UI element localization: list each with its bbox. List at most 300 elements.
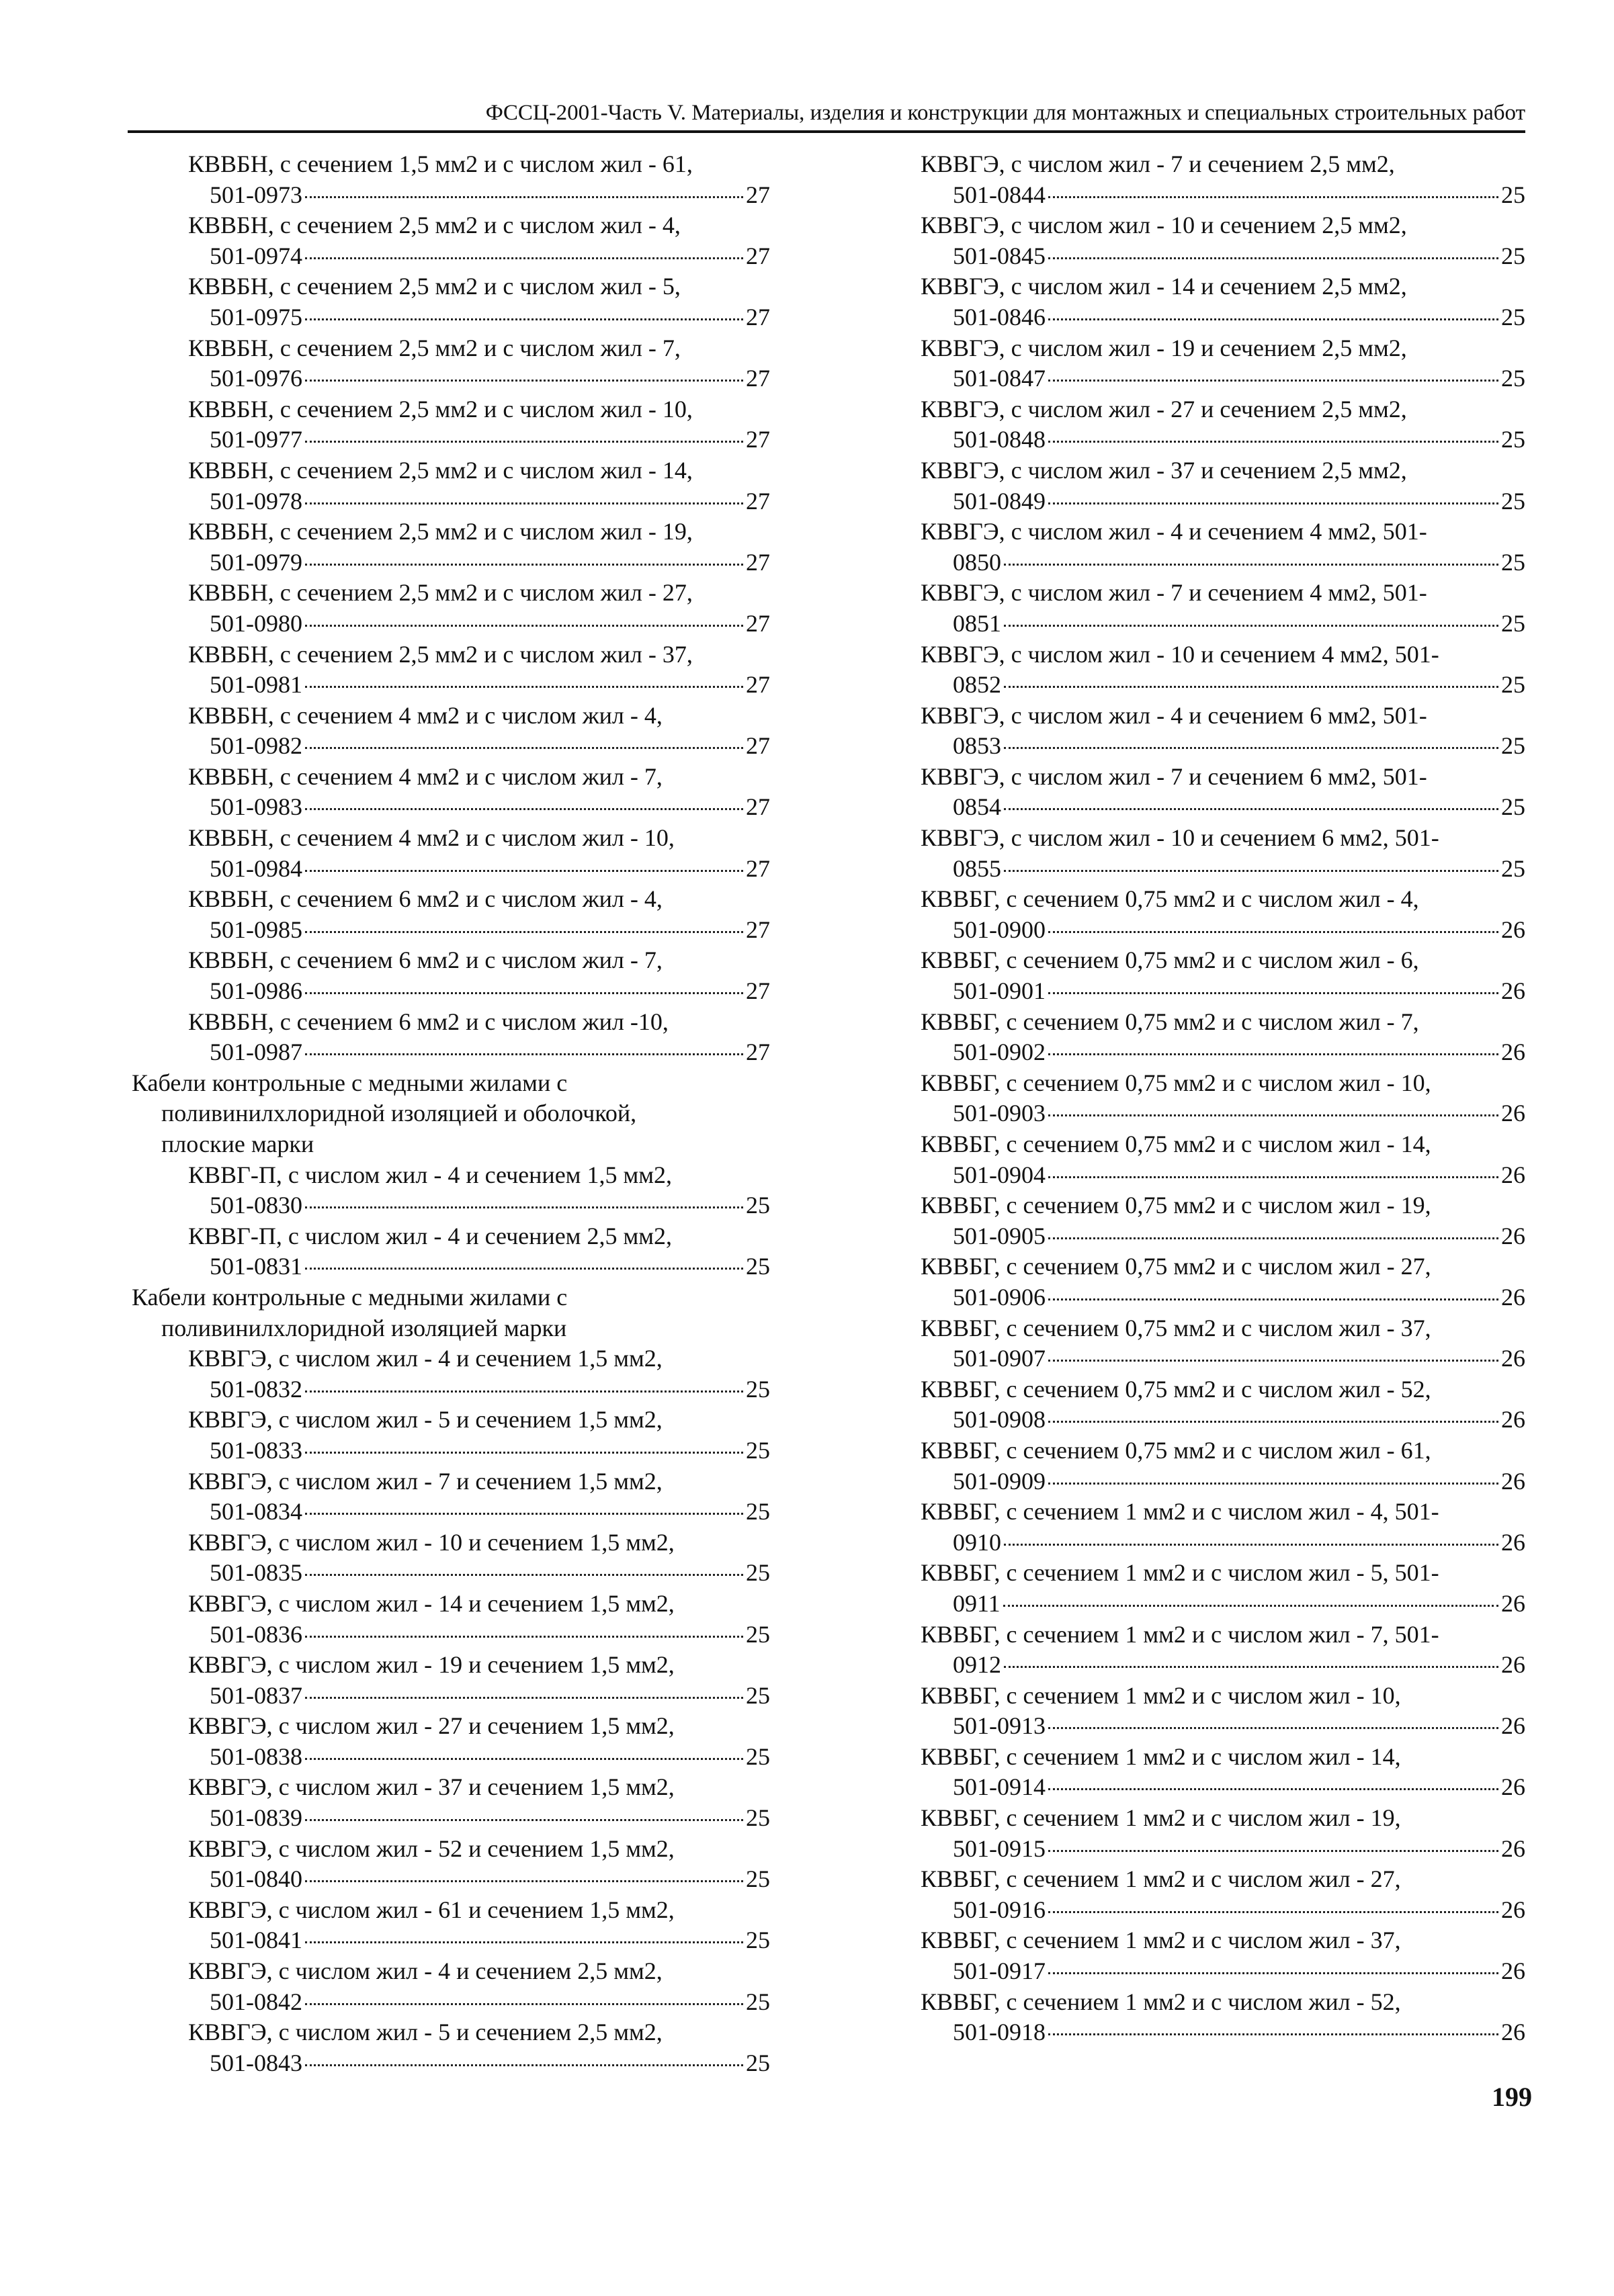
entry-reference-line xyxy=(132,1620,770,1650)
index-entry xyxy=(132,1405,770,1466)
entry-reference-line xyxy=(132,1864,770,1895)
entry-code: 501-0914 xyxy=(953,1773,1046,1801)
entry-title: КВВБГ, с сечением 0,75 мм2 и с числом жил - 52, xyxy=(921,1375,1431,1403)
dot-leader xyxy=(1048,931,1498,933)
dot-leader xyxy=(1048,1114,1498,1116)
entry-reference-line xyxy=(132,180,770,211)
dot-leader xyxy=(305,870,743,872)
entry-reference-line xyxy=(132,792,770,823)
entry-reference-line xyxy=(132,1558,770,1589)
entry-code: 501-0913 xyxy=(953,1712,1046,1740)
entry-page-ref: 27 xyxy=(746,671,770,699)
running-header: ФССЦ-2001-Часть V. Материалы, изделия и конструкции для монтажных и специальных строительных работ xyxy=(485,101,1525,125)
entry-title: КВВГЭ, с числом жил - 4 и сечением 4 мм2, 501- xyxy=(921,518,1427,545)
entry-code: 501-0841 xyxy=(210,1927,302,1954)
dot-leader xyxy=(305,747,743,749)
entry-reference-line xyxy=(921,1221,1525,1252)
entry-page-ref: 26 xyxy=(1501,916,1525,943)
entry-page-ref: 25 xyxy=(746,1436,770,1464)
entry-code: 0850 xyxy=(953,548,1001,576)
entry-title: КВВБГ, с сечением 1 мм2 и с числом жил - 27, xyxy=(921,1865,1401,1893)
index-entry xyxy=(921,149,1525,210)
index-entry xyxy=(132,1343,770,1405)
index-entry xyxy=(132,271,770,333)
dot-leader xyxy=(305,502,743,504)
index-entry xyxy=(921,1129,1525,1190)
entry-code: 501-0901 xyxy=(953,977,1046,1005)
entry-code: 0854 xyxy=(953,793,1001,821)
entry-title: КВВГ-П, с числом жил - 4 и сечением 2,5 мм2, xyxy=(188,1222,673,1249)
entry-reference-line xyxy=(132,670,770,701)
index-entry xyxy=(132,1589,770,1650)
index-entry xyxy=(921,1190,1525,1251)
entry-page-ref: 26 xyxy=(1501,1039,1525,1066)
index-entry xyxy=(132,823,770,884)
index-entry xyxy=(921,578,1525,639)
entry-page-ref: 25 xyxy=(1501,365,1525,392)
entry-reference-line xyxy=(921,1711,1525,1742)
index-entry xyxy=(132,578,770,639)
entry-title: КВВГЭ, с числом жил - 10 и сечением 2,5 мм2, xyxy=(921,212,1407,239)
entry-title: КВВГЭ, с числом жил - 37 и сечением 1,5 мм2, xyxy=(188,1773,675,1801)
entry-reference-line xyxy=(921,1834,1525,1865)
dot-leader xyxy=(1048,1053,1498,1055)
entry-title: КВВБГ, с сечением 1 мм2 и с числом жил - 10, xyxy=(921,1681,1401,1709)
dot-leader xyxy=(1048,1788,1498,1790)
entry-page-ref: 25 xyxy=(746,1681,770,1709)
entry-code: 501-0840 xyxy=(210,1865,302,1893)
entry-title: КВВГ-П, с числом жил - 4 и сечением 1,5 мм2, xyxy=(188,1161,673,1188)
dot-leader xyxy=(305,992,743,994)
entry-group-right xyxy=(921,149,1525,2048)
index-entry xyxy=(921,1681,1525,1742)
index-entry xyxy=(132,639,770,701)
entry-page-ref: 27 xyxy=(746,548,770,576)
entry-reference-line xyxy=(921,1956,1525,1987)
entry-reference-line xyxy=(132,1037,770,1068)
entry-group-kvvbn xyxy=(132,149,770,1068)
entry-code: 0912 xyxy=(953,1651,1001,1679)
entry-page-ref: 25 xyxy=(1501,548,1525,576)
index-entry xyxy=(921,945,1525,1006)
dot-leader xyxy=(305,1452,743,1454)
index-entry xyxy=(921,1803,1525,1864)
entry-reference-line xyxy=(921,425,1525,455)
entry-title: КВВБГ, с сечением 0,75 мм2 и с числом жил - 19, xyxy=(921,1192,1431,1219)
entry-reference-line xyxy=(132,1251,770,1282)
entry-page-ref: 27 xyxy=(746,1039,770,1066)
entry-reference-line xyxy=(921,1098,1525,1129)
entry-group-kvvg-p xyxy=(132,1160,770,1282)
entry-page-ref: 27 xyxy=(746,732,770,760)
dot-leader xyxy=(305,686,743,688)
entry-title: КВВБН, с сечением 4 мм2 и с числом жил - 4, xyxy=(188,701,663,729)
entry-reference-line xyxy=(921,1405,1525,1436)
entry-page-ref: 26 xyxy=(1501,1835,1525,1862)
entry-title: КВВГЭ, с числом жил - 7 и сечением 2,5 мм2, xyxy=(921,150,1395,177)
dot-leader xyxy=(1003,1605,1498,1607)
entry-page-ref: 27 xyxy=(746,793,770,821)
entry-title: КВВГЭ, с числом жил - 4 и сечением 2,5 мм2, xyxy=(188,1957,663,1985)
entry-page-ref: 27 xyxy=(746,303,770,330)
entry-page-ref: 25 xyxy=(746,1865,770,1893)
dot-leader xyxy=(305,1819,743,1821)
entry-title: КВВБГ, с сечением 1 мм2 и с числом жил - 19, xyxy=(921,1804,1401,1832)
entry-code: 501-0848 xyxy=(953,426,1046,453)
entry-title: КВВГЭ, с числом жил - 52 и сечением 1,5 мм2, xyxy=(188,1835,675,1862)
entry-code: 501-0847 xyxy=(953,365,1046,392)
index-entry xyxy=(921,333,1525,394)
dot-leader xyxy=(305,1513,743,1515)
dot-leader xyxy=(1048,1360,1498,1362)
index-entry xyxy=(921,701,1525,762)
entry-page-ref: 27 xyxy=(746,854,770,882)
entry-code: 501-0900 xyxy=(953,916,1046,943)
entry-code: 501-0974 xyxy=(210,242,302,269)
index-entry xyxy=(921,1251,1525,1313)
category-line: Кабели контрольные с медными жилами с xyxy=(132,1069,568,1096)
dot-leader xyxy=(305,1574,743,1576)
dot-leader xyxy=(1048,380,1498,382)
entry-reference-line xyxy=(132,1190,770,1221)
entry-page-ref: 25 xyxy=(746,2049,770,2076)
entry-reference-line xyxy=(921,547,1525,578)
entry-title: КВВБН, с сечением 2,5 мм2 и с числом жил - 10, xyxy=(188,395,693,423)
entry-code: 501-0831 xyxy=(210,1253,302,1280)
entry-code: 501-0849 xyxy=(953,487,1046,515)
entry-code: 501-0906 xyxy=(953,1283,1046,1311)
entry-reference-line xyxy=(132,1681,770,1712)
index-entry xyxy=(921,1925,1525,1986)
header-rule xyxy=(128,130,1525,133)
entry-title: КВВБГ, с сечением 0,75 мм2 и с числом жил - 27, xyxy=(921,1253,1431,1280)
entry-reference-line xyxy=(132,1374,770,1405)
page-number: 199 xyxy=(1492,2082,1532,2112)
entry-page-ref: 25 xyxy=(1501,242,1525,269)
entry-reference-line xyxy=(132,486,770,517)
entry-code: 501-0835 xyxy=(210,1559,302,1587)
entry-page-ref: 25 xyxy=(746,1253,770,1280)
entry-title: КВВБН, с сечением 6 мм2 и с числом жил -10, xyxy=(188,1008,669,1035)
index-entry xyxy=(921,639,1525,701)
entry-code: 501-0978 xyxy=(210,487,302,515)
entry-reference-line xyxy=(921,1650,1525,1681)
entry-code: 501-0984 xyxy=(210,854,302,882)
index-entry xyxy=(132,1466,770,1528)
entry-title: КВВБГ, с сечением 0,75 мм2 и с числом жил - 4, xyxy=(921,885,1419,913)
entry-code: 501-0981 xyxy=(210,671,302,699)
entry-reference-line xyxy=(132,1803,770,1834)
category-heading-pvc-cables xyxy=(132,1282,770,1343)
entry-page-ref: 26 xyxy=(1501,1773,1525,1801)
entry-code: 501-0982 xyxy=(210,732,302,760)
entry-page-ref: 27 xyxy=(746,426,770,453)
entry-reference-line xyxy=(132,1497,770,1528)
index-entry xyxy=(921,394,1525,455)
entry-reference-line xyxy=(132,1742,770,1773)
index-entry xyxy=(132,1007,770,1068)
entry-title: КВВБГ, с сечением 1 мм2 и с числом жил - 52, xyxy=(921,1988,1401,2015)
entry-code: 501-0836 xyxy=(210,1620,302,1648)
entry-title: КВВБГ, с сечением 0,75 мм2 и с числом жил - 6, xyxy=(921,946,1419,974)
entry-title: КВВГЭ, с числом жил - 14 и сечением 2,5 мм2, xyxy=(921,273,1407,300)
entry-page-ref: 26 xyxy=(1501,1222,1525,1249)
category-line: поливинилхлоридной изоляцией и оболочкой, xyxy=(161,1100,637,1127)
dot-leader xyxy=(1048,196,1498,198)
entry-page-ref: 26 xyxy=(1501,1589,1525,1617)
dot-leader xyxy=(305,1941,743,1943)
dot-leader xyxy=(1004,1544,1498,1546)
entry-page-ref: 26 xyxy=(1501,1528,1525,1556)
index-entry xyxy=(921,762,1525,823)
entry-code: 501-0985 xyxy=(210,916,302,943)
entry-title: КВВБН, с сечением 6 мм2 и с числом жил - 4, xyxy=(188,885,663,913)
dot-leader xyxy=(305,318,743,320)
entry-title: КВВБГ, с сечением 1 мм2 и с числом жил - 4, 501- xyxy=(921,1498,1439,1526)
index-entry xyxy=(132,1772,770,1833)
dot-leader xyxy=(1004,808,1498,810)
entry-title: КВВГЭ, с числом жил - 5 и сечением 2,5 мм2, xyxy=(188,2019,663,2046)
entry-title: КВВГЭ, с числом жил - 27 и сечением 2,5 мм2, xyxy=(921,395,1407,423)
entry-title: КВВГЭ, с числом жил - 19 и сечением 2,5 мм2, xyxy=(921,334,1407,361)
index-entry xyxy=(921,1068,1525,1129)
entry-code: 501-0918 xyxy=(953,2019,1046,2046)
index-entry xyxy=(132,884,770,945)
index-entry xyxy=(921,1436,1525,1497)
dot-leader xyxy=(305,1880,743,1882)
index-entry xyxy=(921,823,1525,884)
index-entry xyxy=(132,455,770,517)
entry-page-ref: 27 xyxy=(746,977,770,1005)
entry-page-ref: 25 xyxy=(1501,732,1525,760)
entry-reference-line xyxy=(921,1282,1525,1313)
entry-reference-line xyxy=(921,609,1525,639)
index-entry xyxy=(132,1528,770,1589)
entry-page-ref: 26 xyxy=(1501,1161,1525,1188)
entry-code: 501-0976 xyxy=(210,365,302,392)
entry-reference-line xyxy=(921,1037,1525,1068)
dot-leader xyxy=(305,1758,743,1760)
index-entry xyxy=(132,2017,770,2078)
entry-page-ref: 25 xyxy=(1501,303,1525,330)
entry-reference-line xyxy=(921,915,1525,946)
entry-reference-line xyxy=(132,1436,770,1466)
entry-title: КВВБН, с сечением 2,5 мм2 и с числом жил - 14, xyxy=(188,456,693,484)
entry-title: КВВБН, с сечением 2,5 мм2 и с числом жил - 37, xyxy=(188,640,693,668)
entry-code: 0910 xyxy=(953,1528,1001,1556)
entry-page-ref: 25 xyxy=(746,1620,770,1648)
entry-code: 501-0834 xyxy=(210,1498,302,1526)
entry-page-ref: 26 xyxy=(1501,1345,1525,1372)
entry-reference-line xyxy=(132,241,770,272)
entry-code: 501-0903 xyxy=(953,1100,1046,1127)
entry-reference-line xyxy=(921,792,1525,823)
entry-page-ref: 25 xyxy=(746,1498,770,1526)
entry-page-ref: 25 xyxy=(746,1804,770,1832)
index-entry xyxy=(921,271,1525,333)
entry-page-ref: 27 xyxy=(746,487,770,515)
index-entry xyxy=(921,1007,1525,1068)
entry-title: КВВГЭ, с числом жил - 10 и сечением 6 мм2, 501- xyxy=(921,824,1439,852)
entry-code: 501-0844 xyxy=(953,181,1046,208)
index-entry xyxy=(132,1711,770,1772)
entry-code: 0911 xyxy=(953,1589,1001,1617)
entry-page-ref: 26 xyxy=(1501,1406,1525,1433)
dot-leader xyxy=(1048,1298,1498,1300)
dot-leader xyxy=(1048,318,1498,320)
entry-code: 501-0904 xyxy=(953,1161,1046,1188)
index-entry xyxy=(921,517,1525,578)
entry-title: КВВБГ, с сечением 0,75 мм2 и с числом жил - 14, xyxy=(921,1131,1431,1157)
dot-leader xyxy=(305,1053,743,1055)
entry-title: КВВБН, с сечением 2,5 мм2 и с числом жил - 5, xyxy=(188,273,681,300)
entry-code: 501-0843 xyxy=(210,2049,302,2076)
entry-title: КВВГЭ, с числом жил - 7 и сечением 4 мм2, 501- xyxy=(921,579,1427,607)
entry-reference-line xyxy=(921,1343,1525,1374)
entry-reference-line xyxy=(921,1466,1525,1497)
index-entry xyxy=(921,884,1525,945)
entry-code: 501-0846 xyxy=(953,303,1046,330)
entry-page-ref: 25 xyxy=(746,1375,770,1403)
entry-title: КВВБН, с сечением 2,5 мм2 и с числом жил - 7, xyxy=(188,334,681,361)
index-entry xyxy=(132,1160,770,1221)
entry-page-ref: 25 xyxy=(1501,793,1525,821)
entry-reference-line xyxy=(132,1987,770,2018)
entry-title: КВВБГ, с сечением 1 мм2 и с числом жил - 14, xyxy=(921,1742,1401,1770)
index-entry xyxy=(921,1313,1525,1374)
entry-code: 501-0845 xyxy=(953,242,1046,269)
entry-reference-line xyxy=(132,609,770,639)
entry-reference-line xyxy=(921,1772,1525,1803)
index-entry xyxy=(132,1895,770,1956)
dot-leader xyxy=(1048,1237,1498,1239)
dot-leader xyxy=(305,625,743,627)
index-entry xyxy=(921,1497,1525,1558)
entry-code: 501-0838 xyxy=(210,1742,302,1770)
dot-leader xyxy=(305,1206,743,1208)
entry-code: 501-0833 xyxy=(210,1436,302,1464)
index-entry xyxy=(132,1221,770,1282)
entry-reference-line xyxy=(132,547,770,578)
entry-reference-line xyxy=(921,241,1525,272)
entry-title: КВВГЭ, с числом жил - 19 и сечением 1,5 мм2, xyxy=(188,1651,675,1679)
entry-code: 501-0973 xyxy=(210,181,302,208)
entry-reference-line xyxy=(132,2048,770,2079)
entry-reference-line xyxy=(921,180,1525,211)
entry-page-ref: 25 xyxy=(1501,854,1525,882)
entry-reference-line xyxy=(921,1528,1525,1558)
entry-page-ref: 26 xyxy=(1501,1283,1525,1311)
entry-page-ref: 27 xyxy=(746,242,770,269)
index-entry xyxy=(132,1650,770,1711)
entry-code: 501-0975 xyxy=(210,303,302,330)
index-entry xyxy=(921,1742,1525,1803)
entry-page-ref: 27 xyxy=(746,181,770,208)
entry-reference-line xyxy=(921,302,1525,333)
dot-leader xyxy=(1048,1911,1498,1913)
dot-leader xyxy=(1048,2033,1498,2035)
index-entry xyxy=(132,149,770,210)
dot-leader xyxy=(305,380,743,382)
dot-leader xyxy=(305,2003,743,2005)
entry-code: 0853 xyxy=(953,732,1001,760)
index-entry xyxy=(921,1374,1525,1436)
entry-page-ref: 25 xyxy=(1501,671,1525,699)
entry-page-ref: 27 xyxy=(746,365,770,392)
entry-code: 501-0980 xyxy=(210,609,302,637)
dot-leader xyxy=(305,196,743,198)
entry-reference-line xyxy=(132,915,770,946)
entry-code: 501-0830 xyxy=(210,1192,302,1219)
index-entry xyxy=(132,394,770,455)
entry-code: 501-0915 xyxy=(953,1835,1046,1862)
index-entry xyxy=(132,210,770,271)
dot-leader xyxy=(1004,625,1498,627)
dot-leader xyxy=(1048,1850,1498,1852)
index-entry xyxy=(921,455,1525,517)
index-entry xyxy=(132,945,770,1006)
entry-reference-line xyxy=(921,731,1525,762)
index-entry xyxy=(132,762,770,823)
entry-reference-line xyxy=(921,854,1525,885)
entry-title: КВВГЭ, с числом жил - 27 и сечением 1,5 мм2, xyxy=(188,1712,675,1740)
entry-title: КВВБГ, с сечением 1 мм2 и с числом жил - 7, 501- xyxy=(921,1620,1439,1648)
entry-page-ref: 25 xyxy=(1501,487,1525,515)
entry-page-ref: 25 xyxy=(746,1559,770,1587)
entry-reference-line xyxy=(132,363,770,394)
category-heading-flat-cables xyxy=(132,1068,770,1160)
entry-code: 501-0983 xyxy=(210,793,302,821)
dot-leader xyxy=(305,257,743,259)
dot-leader xyxy=(305,1697,743,1699)
dot-leader xyxy=(1048,502,1498,504)
dot-leader xyxy=(1004,564,1498,566)
category-line: плоские марки xyxy=(161,1131,314,1157)
entry-page-ref: 25 xyxy=(746,1192,770,1219)
entry-title: КВВГЭ, с числом жил - 5 и сечением 1,5 мм2, xyxy=(188,1406,663,1433)
entry-title: КВВБГ, с сечением 0,75 мм2 и с числом жил - 7, xyxy=(921,1008,1419,1035)
entry-code: 501-0916 xyxy=(953,1896,1046,1923)
entry-page-ref: 26 xyxy=(1501,2019,1525,2046)
entry-code: 501-0908 xyxy=(953,1406,1046,1433)
entry-reference-line xyxy=(132,302,770,333)
entry-reference-line xyxy=(132,854,770,885)
dot-leader xyxy=(305,1636,743,1638)
entry-page-ref: 25 xyxy=(1501,609,1525,637)
entry-page-ref: 27 xyxy=(746,916,770,943)
entry-page-ref: 26 xyxy=(1501,977,1525,1005)
index-entry xyxy=(132,1834,770,1895)
entry-title: КВВБН, с сечением 2,5 мм2 и с числом жил - 27, xyxy=(188,579,693,607)
entry-code: 501-0905 xyxy=(953,1222,1046,1249)
index-entry xyxy=(921,1558,1525,1619)
entry-title: КВВГЭ, с числом жил - 7 и сечением 6 мм2, 501- xyxy=(921,762,1427,790)
index-column-right xyxy=(921,149,1525,2048)
dot-leader xyxy=(1048,441,1498,443)
entry-page-ref: 26 xyxy=(1501,1651,1525,1679)
entry-page-ref: 25 xyxy=(1501,426,1525,453)
entry-title: КВВГЭ, с числом жил - 4 и сечением 1,5 мм2, xyxy=(188,1345,663,1372)
index-entry xyxy=(921,1620,1525,1681)
entry-group-kvvge xyxy=(132,1343,770,2078)
dot-leader xyxy=(305,1390,743,1393)
index-entry xyxy=(921,1864,1525,1925)
entry-page-ref: 26 xyxy=(1501,1100,1525,1127)
dot-leader xyxy=(305,808,743,810)
entry-title: КВВГЭ, с числом жил - 10 и сечением 1,5 мм2, xyxy=(188,1528,675,1556)
entry-reference-line xyxy=(921,1160,1525,1191)
entry-reference-line xyxy=(921,1589,1525,1620)
